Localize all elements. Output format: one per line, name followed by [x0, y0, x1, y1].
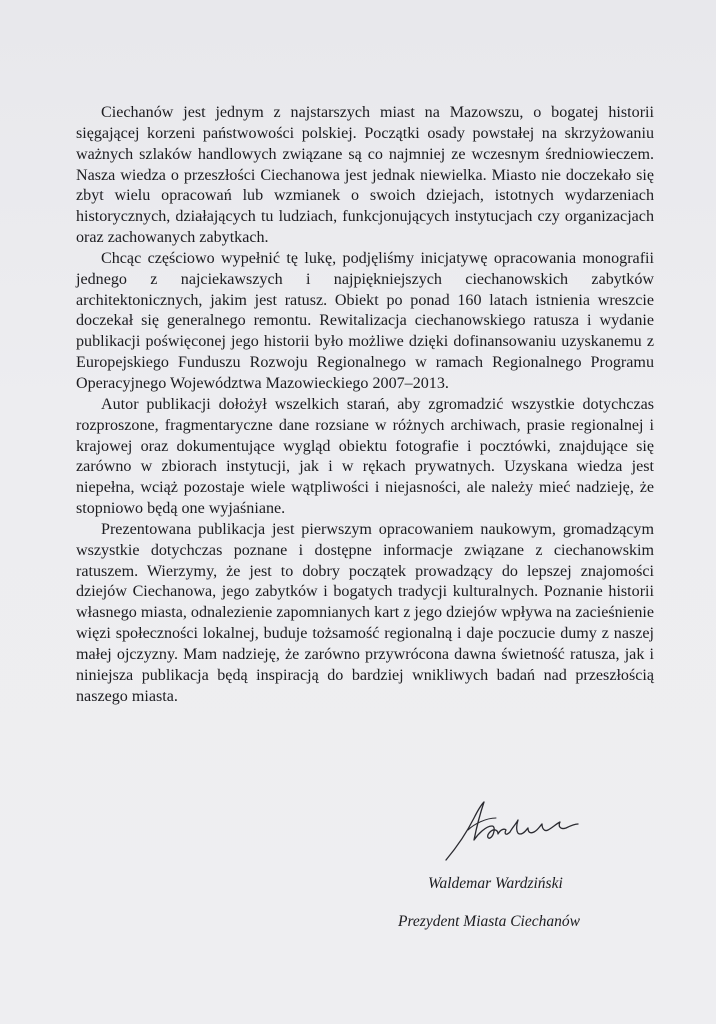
paragraph-4: Prezentowana publikacja jest pierwszym opracowaniem naukowym, gromadzącym wszystkie dotychczas poznane i dostępne informacje związane z ciechanowskim ratuszem. Wierzymy, że jest to dobry początek prowadzący do lepszej znajomości dziejów Ciechanowa, jego zabytków i bogatych tradycji kulturalnych. Poznanie historii własnego miasta, odnalezienie zapomnianych kart z jego dziejów wpływa na zacieśnienie więzi społeczności lokalnej, buduje tożsamość regionalną i daje poczucie dumy z naszej małej ojczyzny. Mam nadzieję, że zarówno przywrócona dawna świetność ratusza, jak i niniejsza publikacja będą inspiracją do bardziej wnikliwych badań nad przeszłością naszego miasta. — [76, 520, 654, 705]
signatory-name: Waldemar Wardziński — [428, 875, 563, 892]
handwritten-signature — [444, 800, 584, 864]
signatory-title: Prezydent Miasta Ciechanów — [398, 913, 580, 930]
paragraph-1: Ciechanów jest jednym z najstarszych miast na Mazowszu, o bogatej historii sięgającej korzeni państwowości polskiej. Początki osady powstałej na skrzyżowaniu ważnych szlaków handlowych związane są co najmniej ze wczesnym średniowieczem. Nasza wiedza o przeszłości Ciechanowa jest jednak niewielka. Miasto nie doczekało się zbyt wielu opracowań lub wzmianek o swoich dziejach, istotnych wydarzeniach historycznych, działających tu ludziach, funkcjonujących instytucjach czy organizacjach oraz zachowanych zabytkach. — [76, 104, 654, 247]
paragraph-3: Autor publikacji dołożył wszelkich starań, aby zgromadzić wszystkie dotychczas rozproszone, fragmentaryczne dane rozsiane w różnych archiwach, prasie regionalnej i krajowej oraz dokumentujące wygląd obiektu fotografie i pocztówki, znajdujące się zarówno w zbiorach instytucji, jak i w rękach prywatnych. Uzyskana wiedza jest niepełna, wciąż pozostaje wiele wątpliwości i niejasności, ale należy mieć nadzieję, że stopniowo będą one wyjaśniane. — [76, 395, 654, 518]
paragraph-2: Chcąc częściowo wypełnić tę lukę, podjęliśmy inicjatywę opracowania monografii jednego z najciekawszych i najpiękniejszych ciechanowskich zabytków architektonicznych, jakim jest ratusz. Obiekt po ponad 160 latach istnienia wreszcie doczekał się generalnego remontu. Rewitalizacja ciechanowskiego ratusza i wydanie publikacji poświęconej jego historii było możliwe dzięki dofinansowaniu uzyskanemu z Europejskiego Funduszu Rozwoju Regionalnego w ramach Regionalnego Programu Operacyjnego Województwa Mazowieckiego 2007–2013. — [76, 249, 654, 392]
letter-body — [76, 103, 654, 707]
